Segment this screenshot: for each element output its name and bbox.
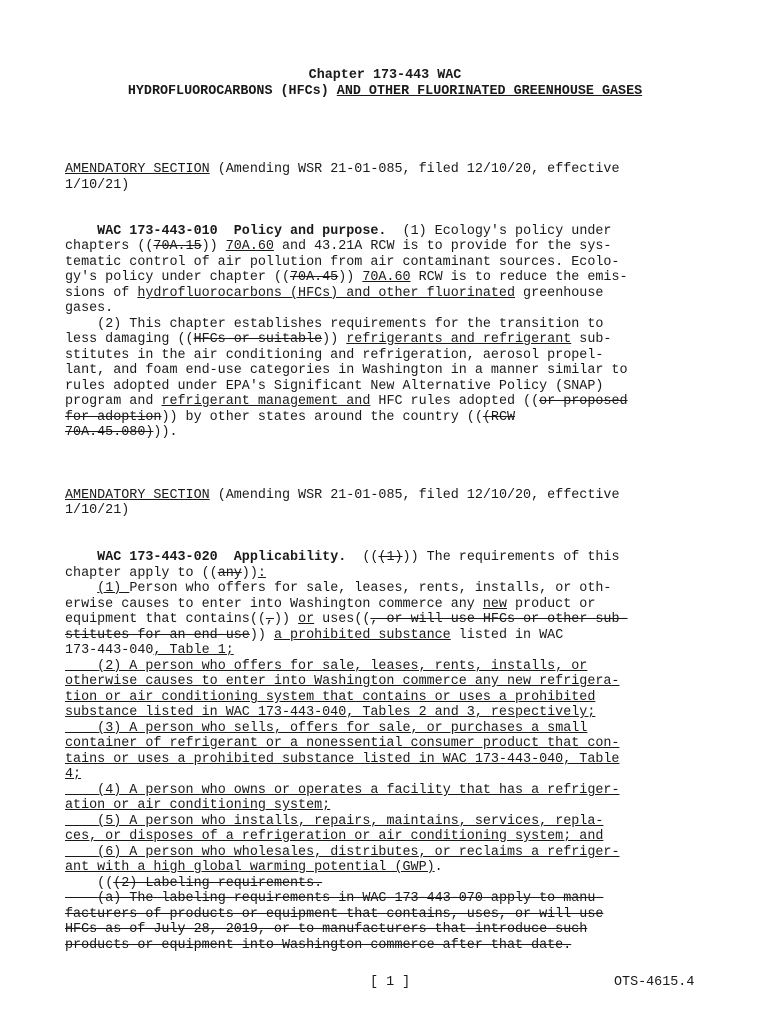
section-020-line: erwise causes to enter into Washington commerce any new product or xyxy=(65,597,596,612)
section-010-line: rules adopted under EPA's Significant New Alternative Policy (SNAP) xyxy=(65,379,604,394)
inserted-item-line: (5) A person who installs, repairs, maintains, services, repla- xyxy=(97,814,604,829)
section-020-line: (1) Person who offers for sale, leases, rents, installs, or oth- xyxy=(97,581,612,596)
section-010-line: gases. xyxy=(65,301,114,316)
amendatory-line: AMENDATORY SECTION (Amending WSR 21-01-085, filed 12/10/20, effective xyxy=(65,488,620,503)
inserted-item-line: ation or air conditioning system; xyxy=(65,798,331,813)
deleted-text: (RCW xyxy=(482,410,516,425)
inserted-item-line: substance listed in WAC 173-443-040, Tables 2 and 3, respectively; xyxy=(65,705,596,720)
deleted-line: facturers of products or equipment that contains, uses, or will use xyxy=(65,907,604,922)
chapter-title: Chapter 173-443 WAC xyxy=(308,68,462,83)
section-010-line: lant, and foam end-use categories in Washington in a manner similar to xyxy=(65,363,628,378)
deleted-text: or proposed xyxy=(539,394,628,409)
inserted-text: (1) xyxy=(97,581,130,596)
amendatory-line-cont: 1/10/21) xyxy=(65,503,130,518)
deleted-line: (a) The labeling requirements in WAC 173-443-070 apply to manu- xyxy=(97,891,604,906)
amendatory-line-cont: 1/10/21) xyxy=(65,178,130,193)
inserted-text: refrigerants and refrigerant xyxy=(346,332,572,347)
section-010-line: WAC 173-443-010 Policy and purpose. (1) Ecology's policy under xyxy=(97,224,612,239)
deleted-line: products or equipment into Washington commerce after that date. xyxy=(65,938,572,953)
section-010-line: less damaging ((HFCs or suitable)) refrigerants and refrigerant sub- xyxy=(65,332,612,347)
deleted-text: (2) Labeling requirements. xyxy=(113,876,323,891)
inserted-text: 70A.60 xyxy=(225,239,274,254)
inserted-text: refrigerant management and xyxy=(161,394,371,409)
inserted-item-line: 4; xyxy=(65,767,82,782)
section-020-line: 173-443-040, Table 1; xyxy=(65,643,234,658)
deleted-text: 70A.45.080) xyxy=(65,425,154,440)
section-010-line: gy's policy under chapter ((70A.45)) 70A.60 RCW is to reduce the emis- xyxy=(65,270,628,285)
section-010-line: chapters ((70A.15)) 70A.60 and 43.21A RCW is to provide for the sys- xyxy=(65,239,612,254)
deleted-text: 70A.15 xyxy=(153,239,202,254)
amendatory-line: AMENDATORY SECTION (Amending WSR 21-01-085, filed 12/10/20, effective xyxy=(65,162,620,177)
chapter-subtitle: HYDROFLUOROCARBONS (HFCs) AND OTHER FLUORINATED GREENHOUSE GASES xyxy=(127,84,643,99)
inserted-text: : xyxy=(257,566,266,581)
deleted-text: , xyxy=(265,612,274,627)
section-010-line: sions of hydrofluorocarbons (HFCs) and other fluorinated greenhouse xyxy=(65,286,604,301)
deleted-text: 70A.45 xyxy=(290,270,339,285)
inserted-item-line: otherwise causes to enter into Washington commerce any new refrigera- xyxy=(65,674,620,689)
inserted-item-line: tion or air conditioning system that contains or uses a prohibited xyxy=(65,690,596,705)
inserted-item-line: (2) A person who offers for sale, leases, rents, installs, or xyxy=(97,659,588,674)
inserted-item-line: tains or uses a prohibited substance listed in WAC 173-443-040, Table xyxy=(65,752,620,767)
deleted-text: HFCs or suitable xyxy=(193,332,323,347)
section-020-line: chapter apply to ((any)): xyxy=(65,566,266,581)
section-heading: WAC 173-443-020 Applicability. xyxy=(97,550,347,565)
section-010-line: tematic control of air pollution from air contaminant sources. Ecolo- xyxy=(65,255,620,270)
deleted-text: stitutes for an end-use xyxy=(65,628,250,643)
document-code: OTS-4615.4 xyxy=(614,975,695,990)
inserted-text: AND OTHER FLUORINATED GREENHOUSE GASES xyxy=(336,84,643,99)
section-020-line: stitutes for an end-use)) a prohibited substance listed in WAC xyxy=(65,628,564,643)
deleted-text: for adoption xyxy=(65,410,162,425)
deleted-text: (1) xyxy=(378,550,403,565)
section-010-line: program and refrigerant management and HFC rules adopted ((or proposed xyxy=(65,394,628,409)
inserted-item-line: (6) A person who wholesales, distributes, or reclaims a refriger- xyxy=(97,845,620,860)
inserted-text: , Table 1; xyxy=(153,643,234,658)
deleted-line: (((2) Labeling requirements. xyxy=(97,876,323,891)
inserted-text: a prohibited substance xyxy=(273,628,451,643)
inserted-item-line: ces, or disposes of a refrigeration or air conditioning system; and xyxy=(65,829,604,844)
deleted-text: , or will use HFCs or other sub- xyxy=(370,612,628,627)
inserted-text: 70A.60 xyxy=(362,270,411,285)
deleted-line: HFCs as of July 28, 2019, or to manufacturers that introduce such xyxy=(65,922,588,937)
section-010-line: 70A.45.080))). xyxy=(65,425,178,440)
inserted-text: or xyxy=(298,612,315,627)
section-010-line: for adoption)) by other states around the country (((RCW xyxy=(65,410,516,425)
inserted-item-line: container of refrigerant or a nonessential consumer product that con- xyxy=(65,736,620,751)
page-number: [ 1 ] xyxy=(370,975,411,990)
inserted-item-line: (4) A person who owns or operates a facility that has a refriger- xyxy=(97,783,620,798)
section-010-line: stitutes in the air conditioning and refrigeration, aerosol propel- xyxy=(65,348,604,363)
inserted-text: new xyxy=(482,597,507,612)
inserted-text: hydrofluorocarbons (HFCs) and other fluorinated xyxy=(137,286,516,301)
inserted-item-line: ant with a high global warming potential (GWP). xyxy=(65,860,443,875)
deleted-text: any xyxy=(217,566,242,581)
section-010-line: (2) This chapter establishes requirements for the transition to xyxy=(97,317,604,332)
section-020-line: WAC 173-443-020 Applicability. (((1))) The requirements of this xyxy=(97,550,620,565)
inserted-item-line: (3) A person who sells, offers for sale, or purchases a small xyxy=(97,721,588,736)
section-heading: WAC 173-443-010 Policy and purpose. xyxy=(97,224,387,239)
section-020-line: equipment that contains((,)) or uses((, or will use HFCs or other sub- xyxy=(65,612,628,627)
